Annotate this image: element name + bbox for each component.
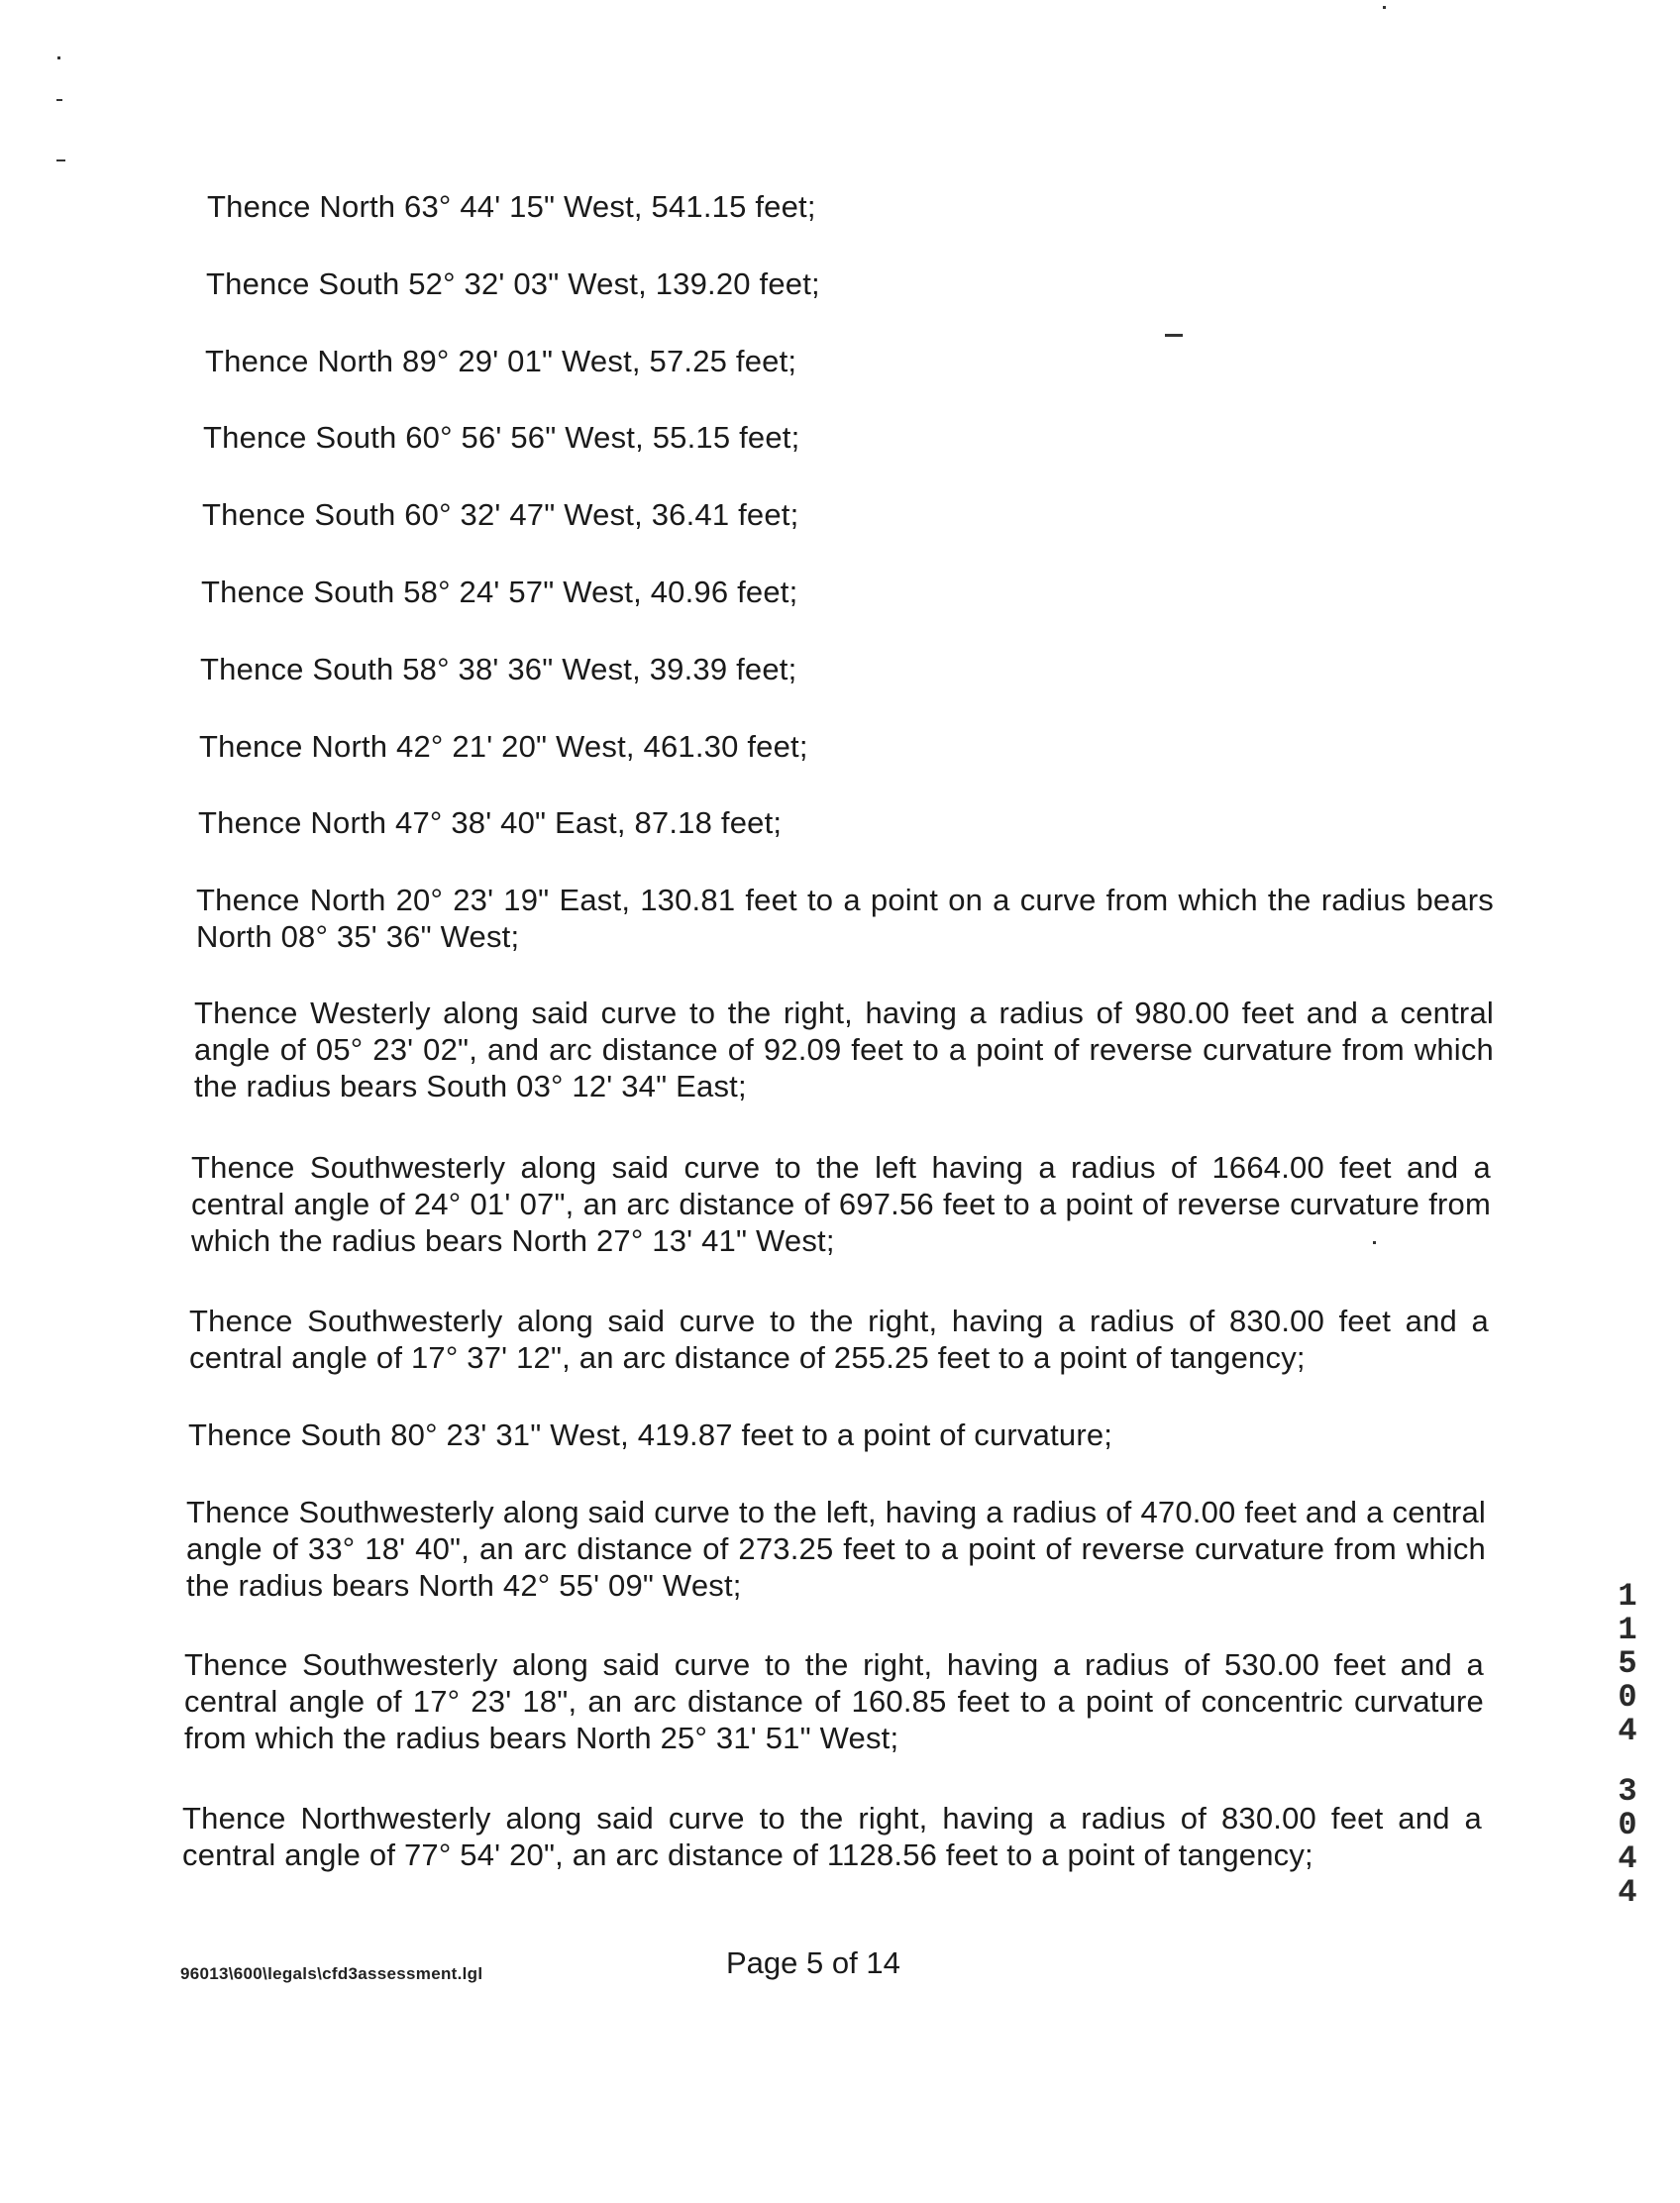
course-paragraph: Thence North 42° 21' 20" West, 461.30 feet; bbox=[199, 729, 808, 764]
stamp-digit: 1 bbox=[1618, 1578, 1637, 1615]
course-paragraph: Thence Southwesterly along said curve to the left, having a radius of 470.00 feet and a central angle of 33° 18' 40", an arc distance of 273.25 feet to a point of reverse curvature from which the radius bears North 42° 55' 09" West; bbox=[186, 1495, 1486, 1603]
course-paragraph: Thence Westerly along said curve to the right, having a radius of 980.00 feet and a central angle of 05° 23' 02", and arc distance of 92.09 feet to a point of reverse curvature from which the radius bears South 03° 12' 34" East; bbox=[194, 996, 1494, 1103]
scan-speck bbox=[56, 99, 62, 101]
course-paragraph: Thence South 58° 24' 57" West, 40.96 feet; bbox=[201, 575, 798, 609]
course-paragraph: Thence South 52° 32' 03" West, 139.20 feet; bbox=[206, 266, 820, 301]
stamp-digit: 4 bbox=[1618, 1840, 1637, 1877]
stamp-digit: 5 bbox=[1618, 1645, 1637, 1682]
course-paragraph: Thence South 80° 23' 31" West, 419.87 feet to a point of curvature; bbox=[188, 1417, 1113, 1452]
course-paragraph: Thence Southwesterly along said curve to the right, having a radius of 530.00 feet and a central angle of 17° 23' 18", an arc distance of 160.85 feet to a point of concentric curvature from which the radius bears North 25° 31' 51" West; bbox=[184, 1647, 1484, 1755]
stamp-digit: 0 bbox=[1618, 1807, 1637, 1843]
course-paragraph: Thence South 58° 38' 36" West, 39.39 feet; bbox=[200, 652, 797, 686]
footer-page-number: Page 5 of 14 bbox=[726, 1945, 900, 1980]
course-paragraph: Thence Southwesterly along said curve to the right, having a radius of 830.00 feet and a central angle of 17° 37' 12", an arc distance of 255.25 feet to a point of tangency; bbox=[189, 1304, 1489, 1375]
scan-speck bbox=[56, 159, 65, 161]
course-paragraph: Thence Southwesterly along said curve to the left having a radius of 1664.00 feet and a central angle of 24° 01' 07", an arc distance of 697.56 feet to a point of reverse curvature from which the radius bears North 27° 13' 41" West; bbox=[191, 1150, 1491, 1258]
footer-file-path: 96013\600\legals\cfd3assessment.lgl bbox=[180, 1964, 483, 1983]
scan-speck bbox=[1373, 1241, 1376, 1244]
course-paragraph: Thence South 60° 56' 56" West, 55.15 feet; bbox=[203, 420, 800, 455]
course-paragraph: Thence North 63° 44' 15" West, 541.15 feet; bbox=[207, 189, 816, 224]
stamp-digit: 1 bbox=[1618, 1612, 1637, 1648]
stamp-digit: 0 bbox=[1618, 1679, 1637, 1716]
scan-speck bbox=[1165, 334, 1183, 337]
course-paragraph: Thence North 20° 23' 19" East, 130.81 feet to a point on a curve from which the radius bears North 08° 35' 36" West; bbox=[196, 883, 1494, 954]
recording-number-stamp bbox=[1613, 1580, 1642, 1748]
scan-speck bbox=[57, 56, 60, 59]
course-paragraph: Thence North 89° 29' 01" West, 57.25 feet; bbox=[205, 344, 797, 378]
course-paragraph: Thence South 60° 32' 47" West, 36.41 feet; bbox=[202, 497, 799, 532]
course-paragraph: Thence Northwesterly along said curve to the right, having a radius of 830.00 feet and a central angle of 77° 54' 20", an arc distance of 1128.56 feet to a point of tangency; bbox=[182, 1801, 1482, 1872]
scan-speck bbox=[1383, 6, 1386, 9]
stamp-digit: 4 bbox=[1618, 1874, 1637, 1911]
recording-number-stamp bbox=[1613, 1775, 1642, 1910]
course-paragraph: Thence North 47° 38' 40" East, 87.18 feet; bbox=[198, 805, 783, 840]
stamp-digit: 4 bbox=[1618, 1713, 1637, 1749]
stamp-digit: 3 bbox=[1618, 1773, 1637, 1810]
